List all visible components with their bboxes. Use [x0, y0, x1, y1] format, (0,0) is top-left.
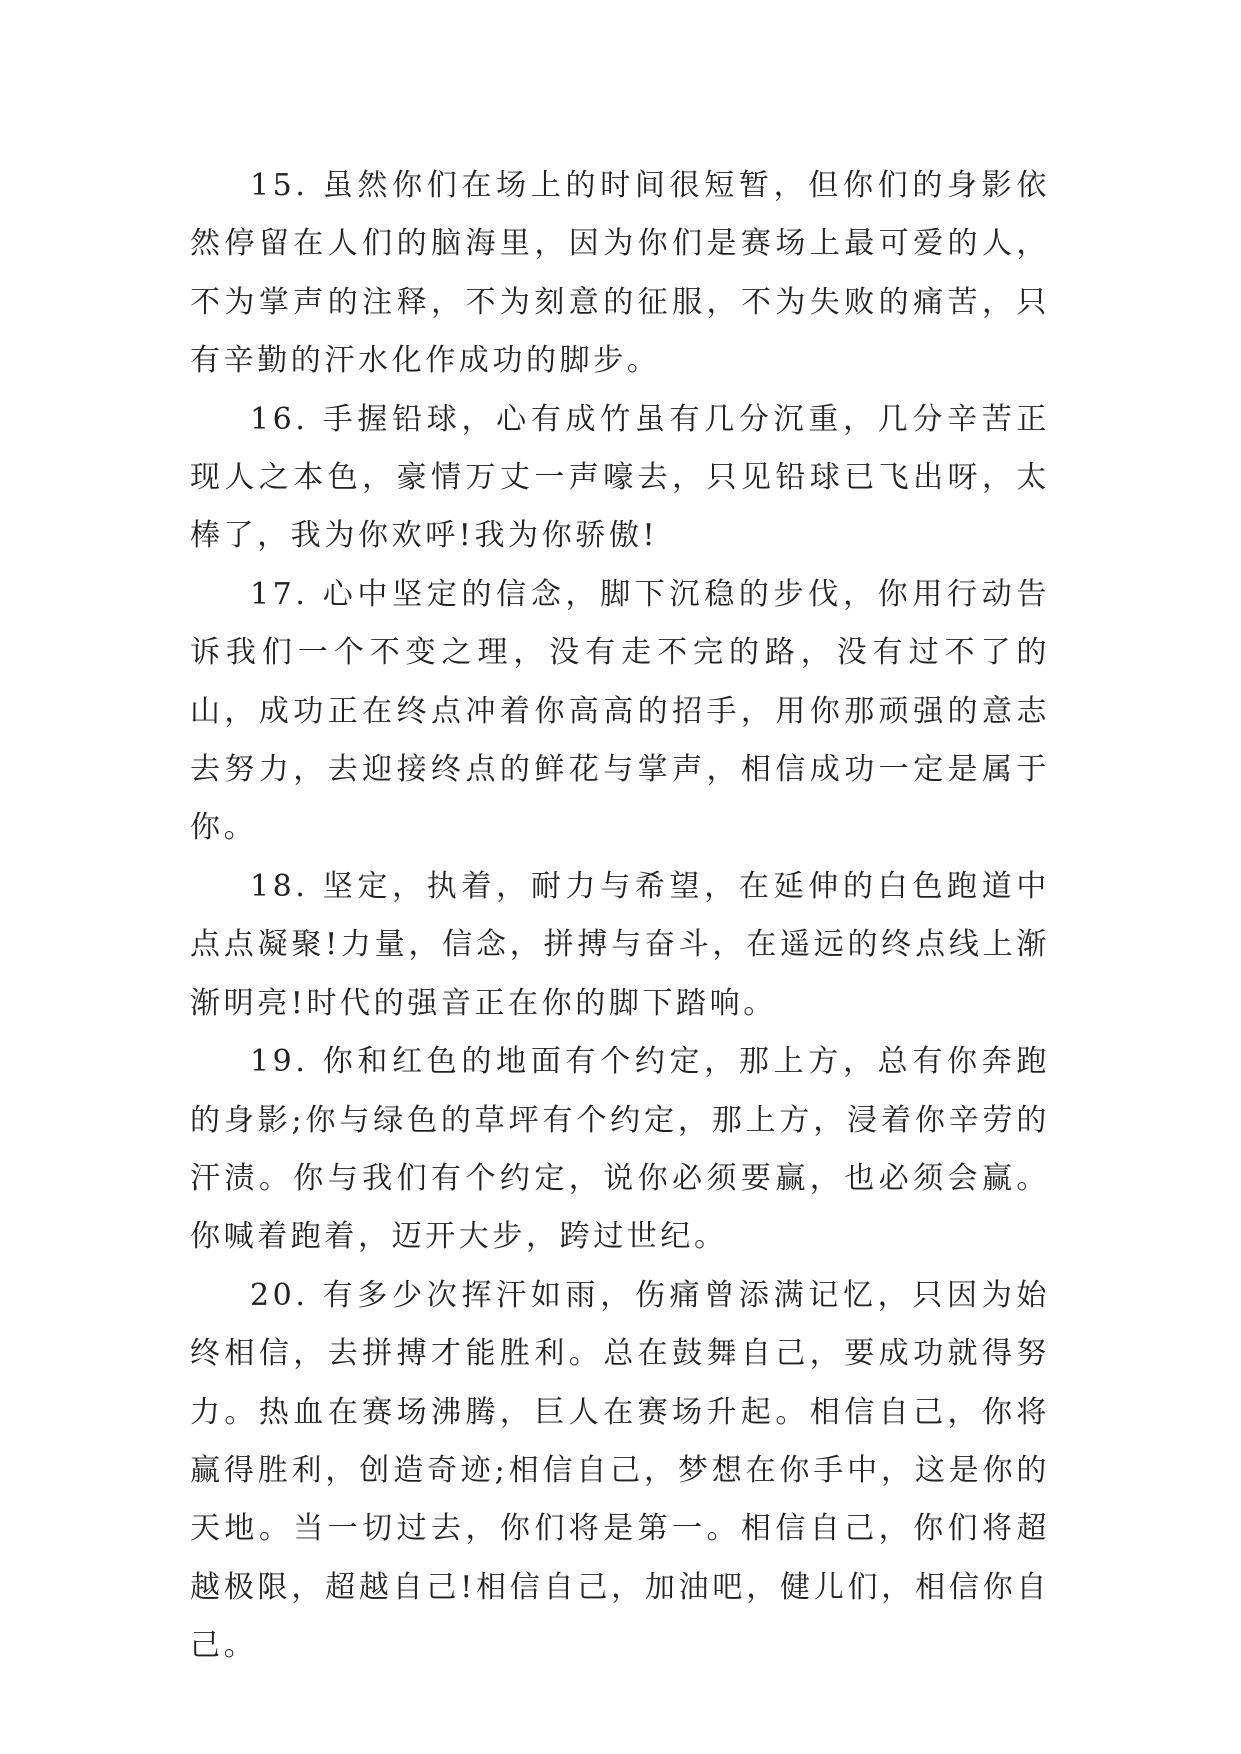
paragraph-19: 19. 你和红色的地面有个约定，那上方，总有你奔跑的身影;你与绿色的草坪有个约定，那上方，浸着你辛劳的汗渍。你与我们有个约定，说你必须要赢，也必须会赢。你喊着跑着，迈开大步，跨过世纪。	[190, 1044, 1050, 1255]
paragraph-18: 18. 坚定，执着，耐力与希望，在延伸的白色跑道中点点凝聚!力量，信念，拼搏与奋斗，在遥远的终点线上渐渐明亮!时代的强音正在你的脚下踏响。	[190, 868, 1050, 1021]
paragraph-20: 20. 有多少次挥汗如雨，伤痛曾添满记忆，只因为始终相信，去拼搏才能胜利。总在鼓舞自己，要成功就得努力。热血在赛场沸腾，巨人在赛场升起。相信自己，你将赢得胜利，创造奇迹;相信自己，梦想在你手中，这是你的天地。当一切过去，你们将是第一。相信自己，你们将超越极限，超越自己!相信自己，加油吧，健儿们，相信你自己。	[190, 1277, 1050, 1664]
paragraph-15: 15. 虽然你们在场上的时间很短暂，但你们的身影依然停留在人们的脑海里，因为你们是赛场上最可爱的人，不为掌声的注释，不为刻意的征服，不为失败的痛苦，只有辛勤的汗水化作成功的脚步。	[190, 168, 1050, 379]
document-body	[190, 157, 1050, 1676]
paragraph-17: 17. 心中坚定的信念，脚下沉稳的步伐，你用行动告诉我们一个不变之理，没有走不完的路，没有过不了的山，成功正在终点冲着你高高的招手，用你那顽强的意志去努力，去迎接终点的鲜花与掌声，相信成功一定是属于你。	[190, 576, 1050, 846]
paragraph-16: 16. 手握铅球，心有成竹虽有几分沉重，几分辛苦正现人之本色，豪情万丈一声嚎去，只见铅球已飞出呀，太棒了，我为你欢呼!我为你骄傲!	[190, 401, 1050, 554]
